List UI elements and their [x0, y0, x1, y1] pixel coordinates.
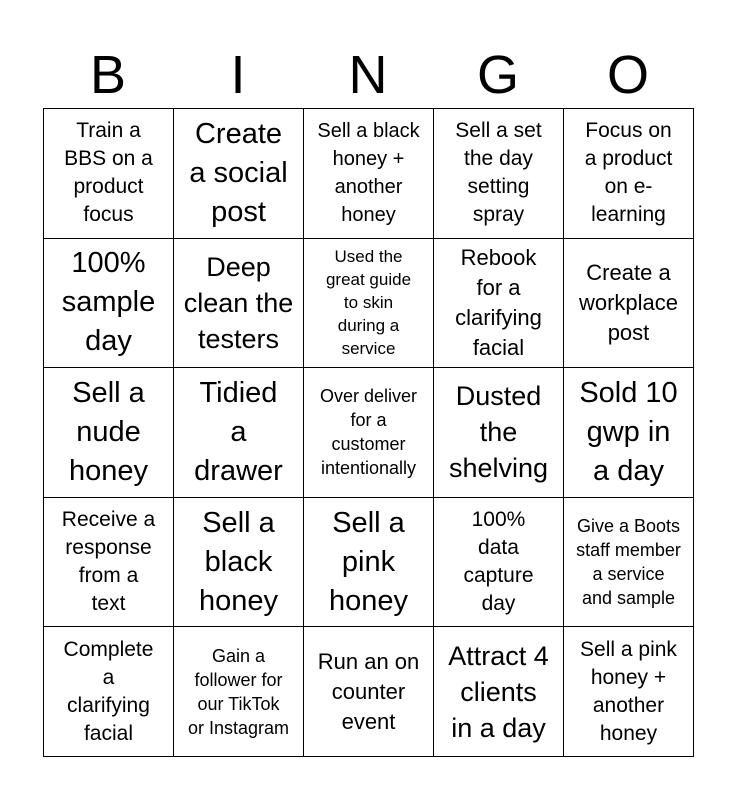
bingo-cell[interactable]: Sell a black honey	[174, 498, 304, 628]
bingo-cell[interactable]: Run an on counter event	[304, 627, 434, 757]
bingo-cell[interactable]: Sell a nude honey	[44, 368, 174, 498]
bingo-cell[interactable]: 100% sample day	[44, 239, 174, 369]
bingo-cell[interactable]: Create a social post	[174, 109, 304, 239]
bingo-cell[interactable]: Tidied a drawer	[174, 368, 304, 498]
bingo-cell[interactable]: Sell a set the day setting spray	[434, 109, 564, 239]
header-letter-i: I	[230, 45, 246, 105]
bingo-cell[interactable]: Train a BBS on a product focus	[44, 109, 174, 239]
bingo-cell[interactable]: Focus on a product on e- learning	[564, 109, 694, 239]
bingo-cell[interactable]: Deep clean the testers	[174, 239, 304, 369]
header-letter-g: G	[476, 45, 519, 105]
bingo-cell[interactable]: Dusted the shelving	[434, 368, 564, 498]
bingo-cell[interactable]: Gain a follower for our TikTok or Instagram	[174, 627, 304, 757]
bingo-cell[interactable]: Used the great guide to skin during a service	[304, 239, 434, 369]
bingo-cell[interactable]: Rebook for a clarifying facial	[434, 239, 564, 369]
bingo-cell[interactable]: Create a workplace post	[564, 239, 694, 369]
bingo-cell[interactable]: Sell a pink honey + another honey	[564, 627, 694, 757]
bingo-cell[interactable]: 100% data capture day	[434, 498, 564, 628]
bingo-cell[interactable]: Sell a pink honey	[304, 498, 434, 628]
bingo-card	[43, 108, 694, 757]
header-letter-o: O	[606, 45, 649, 105]
bingo-cell[interactable]: Over deliver for a customer intentionally	[304, 368, 434, 498]
bingo-cell[interactable]: Give a Boots staff member a service and sample	[564, 498, 694, 628]
header-letter-n: N	[348, 45, 388, 105]
bingo-cell[interactable]: Sold 10 gwp in a day	[564, 368, 694, 498]
header-letter-b: B	[89, 45, 127, 105]
bingo-cell[interactable]: Sell a black honey + another honey	[304, 109, 434, 239]
bingo-cell[interactable]: Complete a clarifying facial	[44, 627, 174, 757]
bingo-cell[interactable]: Receive a response from a text	[44, 498, 174, 628]
bingo-header	[43, 42, 693, 108]
bingo-cell[interactable]: Attract 4 clients in a day	[434, 627, 564, 757]
